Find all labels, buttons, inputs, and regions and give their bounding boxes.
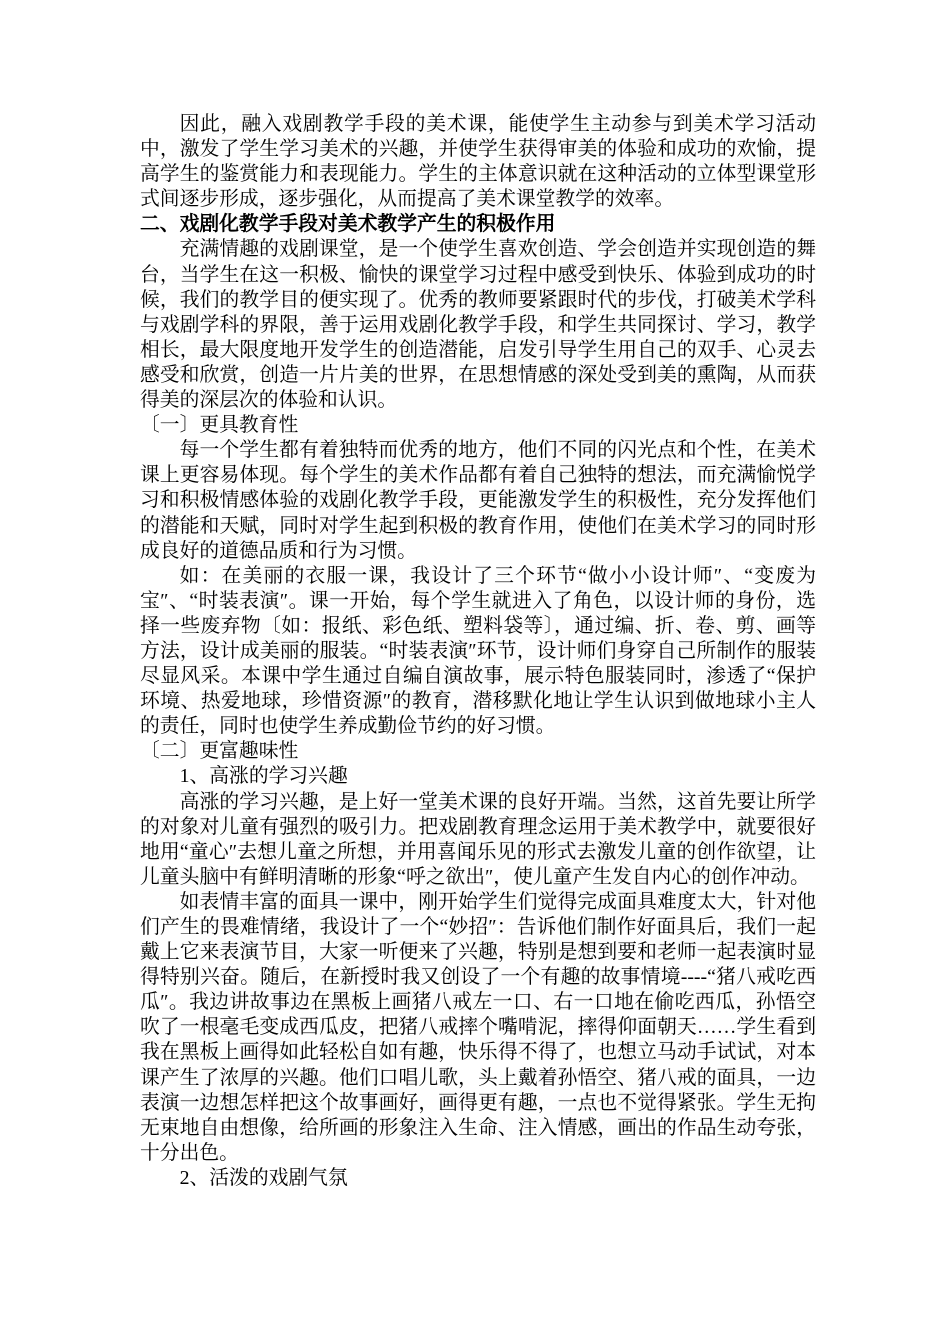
paragraph-beautiful-clothes-example: 如：在美丽的衣服一课，我设计了三个环节“做小小设计师″、“变废为宝″、“时装表演″。课一开始，每个学生就进入了角色，以设计师的身份，选择一些废弃物〔如：报纸、彩色纸、塑料袋等〕，通过编、折、卷、剪、画等方法，设计成美丽的服装。“时装表演″环节，设计师们身穿自己所制作的服装尽显风采。本课中学生通过自编自演故事，展示特色服装同时，渗透了“保护环境、热爱地球，珍惜资源″的教育，潜移默化地让学生认识到做地球小主人的责任，同时也使学生养成勤俭节约的好习惯。 bbox=[140, 564, 816, 738]
paragraph-mask-lesson-example: 如表情丰富的面具一课中，刚开始学生们觉得完成面具难度太大，针对他们产生的畏难情绪，我设计了一个“妙招″：告诉他们制作好面具后，我们一起戴上它来表演节目，大家一听便来了兴趣，特别是想到要和老师一起表演时显得特别兴奋。随后，在新授时我又创设了一个有趣的故事情境----“猪八戒吃西瓜″。我边讲故事边在黑板上画猪八戒左一口、右一口地在偷吃西瓜，孙悟空吹了一根毫毛变成西瓜皮，把猪八戒摔个嘴啃泥，摔得仰面朝天……学生看到我在黑板上画得如此轻松自如有趣，快乐得不得了，也想立马动手试试，对本课产生了浓厚的兴趣。他们口唱儿歌，头上戴着孙悟空、猪八戒的面具，一边表演一边想怎样把这个故事画好，画得更有趣，一点也不觉得紧张。学生无拘无束地自由想像，给所画的形象注入生命、注入情感，画出的作品生动夸张，十分出色。 bbox=[140, 890, 816, 1164]
paragraph-high-learning-interest: 高涨的学习兴趣，是上好一堂美术课的良好开端。当然，这首先要让所学的对象对儿童有强烈的吸引力。把戏剧教育理念运用于美术教学中，就要很好地用“童心″去想儿童之所想，并用喜闻乐见的形式去激发儿童的创作欲望，让儿童头脑中有鲜明清晰的形象“呼之欲出″，使儿童产生发自内心的创作冲动。 bbox=[140, 790, 816, 888]
paragraph-every-student: 每一个学生都有着独特而优秀的地方，他们不同的闪光点和个性，在美术课上更容易体现。每个学生的美术作品都有着自己独特的想法，而充满愉悦学习和积极情感体验的戏剧化教学手段，更能激发学生的积极性，充分发挥他们的潜能和天赋，同时对学生起到积极的教育作用，使他们在美术学习的同时形成良好的道德品质和行为习惯。 bbox=[140, 439, 816, 562]
numbered-item-2-drama-atmosphere: 2、活泼的戏剧气氛 bbox=[179, 1166, 348, 1189]
paragraph-drama-classroom: 充满情趣的戏剧课堂，是一个使学生喜欢创造、学会创造并实现创造的舞台，当学生在这一积极、愉快的课堂学习过程中感受到快乐、体验到成功的时候，我们的教学目的便实现了。优秀的教师要紧跟时代的步伐，打破美术学科与戏剧学科的界限，善于运用戏剧化教学手段，和学生共同探讨、学习，教学相长，最大限度地开发学生的创造潜能，启发引导学生用自己的双手、心灵去感受和欣赏，创造一片片美的世界，在思想情感的深处受到美的熏陶，从而获得美的深层次的体验和认识。 bbox=[140, 238, 816, 412]
document-body bbox=[140, 112, 816, 1191]
subsection-heading-2-interesting: 〔二〕更富趣味性 bbox=[140, 740, 299, 763]
paragraph-conclusion-intro: 因此，融入戏剧教学手段的美术课，能使学生主动参与到美术学习活动中，激发了学生学习美术的兴趣，并使学生获得审美的体验和成功的欢愉，提高学生的鉴赏能力和表现能力。学生的主体意识就在这种活动的立体型课堂形式间逐步形成，逐步强化，从而提高了美术课堂教学的效率。 bbox=[140, 113, 816, 211]
subsection-heading-1-educational: 〔一〕更具教育性 bbox=[140, 414, 299, 437]
numbered-item-1-learning-interest: 1、高涨的学习兴趣 bbox=[179, 765, 348, 788]
section-heading-2: 二、戏剧化教学手段对美术教学产生的积极作用 bbox=[140, 213, 556, 236]
